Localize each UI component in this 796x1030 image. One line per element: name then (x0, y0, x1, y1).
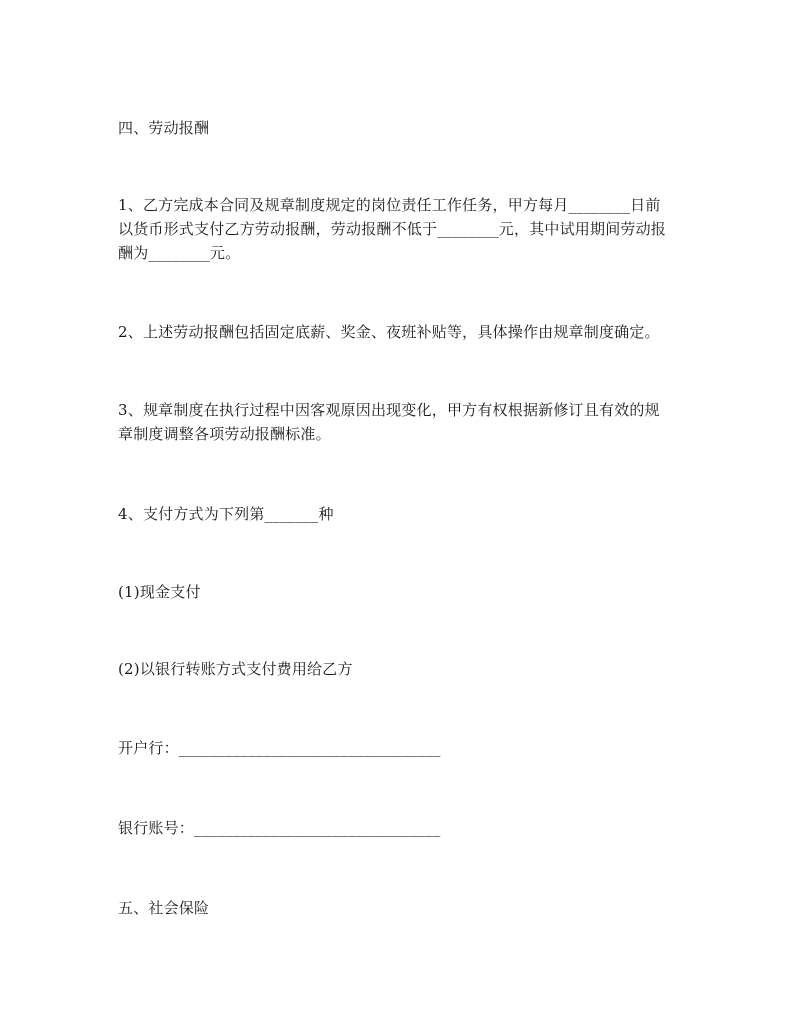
clause-3-line-1: 3、规章制度在执行过程中因客观原因出现变化，甲方有权根据新修订且有效的规 (118, 401, 660, 419)
clause-3 (118, 398, 698, 446)
bank-name-field: 开户行：__________________________________ (118, 739, 441, 757)
section-heading-social-insurance: 五、社会保险 (118, 899, 210, 917)
bank-account-field: 银行账号：________________________________ (118, 819, 441, 837)
clause-1 (118, 193, 698, 265)
clause-1-line-3: 酬为________元。 (118, 244, 241, 262)
clause-1-line-1: 1、乙方完成本合同及规章制度规定的岗位责任工作任务，甲方每月________日前 (118, 196, 661, 214)
clause-1-line-2: 以货币形式支付乙方劳动报酬，劳动报酬不低于________元，其中试用期间劳动报 (118, 220, 667, 238)
option-bank-transfer: (2)以银行转账方式支付费用给乙方 (118, 660, 353, 678)
clause-2: 2、上述劳动报酬包括固定底薪、奖金、夜班补贴等，具体操作由规章制度确定。 (118, 323, 660, 341)
section-heading-labor-remuneration: 四、劳动报酬 (118, 119, 210, 137)
clause-3-line-2: 章制度调整各项劳动报酬标准。 (118, 425, 331, 443)
clause-4-payment-method: 4、支付方式为下列第_______种 (118, 505, 334, 523)
option-cash-payment: (1)现金支付 (118, 583, 201, 601)
